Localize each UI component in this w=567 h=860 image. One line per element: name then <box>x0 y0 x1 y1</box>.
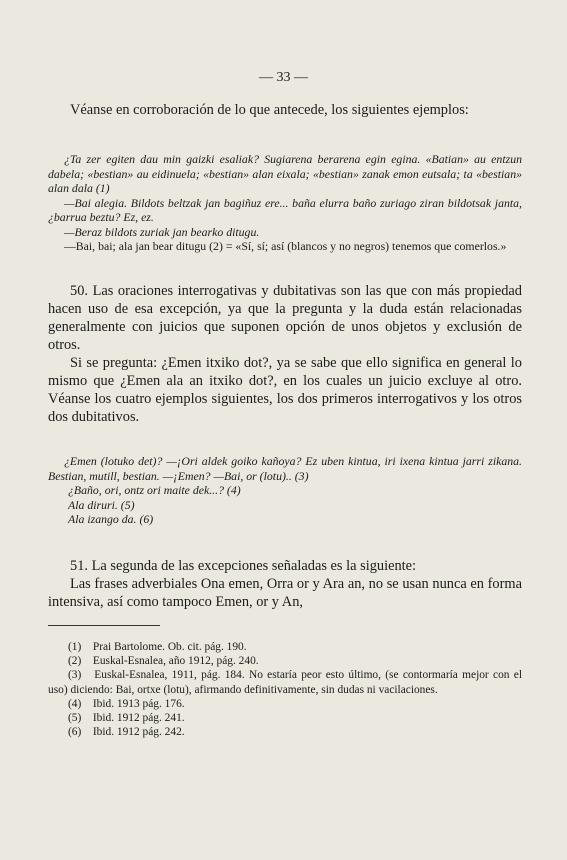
quote1-line: ¿Ta zer egiten dau min gaizki esaliak? Sugiarena berarena egin egina. «Batian» au entzun dabela; «bestian» au eidinuela; «bestian» alan eixala; «bestian» zanak emon eutsala; ta «bestian» alan dala (1) <box>48 152 522 195</box>
footnote: (4) Ibid. 1913 pág. 176. <box>68 697 185 710</box>
section-50 <box>48 282 522 426</box>
intro-paragraph: Véanse en corroboración de lo que antecede, los siguientes ejemplos: <box>70 102 469 118</box>
footnote: (5) Ibid. 1912 pág. 241. <box>68 712 185 725</box>
intro-block <box>48 101 522 119</box>
quote2-line: Ala diruri. (5) <box>68 497 135 512</box>
footnote: (6) Ibid. 1912 pág. 242. <box>68 726 185 739</box>
quote2-line: Ala izango da. (6) <box>68 512 154 526</box>
footnotes <box>48 640 522 739</box>
section-51 <box>48 557 522 611</box>
quote2-line: ¿Baño, ori, ontz ori maite dek...? (4) <box>68 483 241 497</box>
quote1-line: —Bai alegia. Bildots beltzak jan bagiñuz ere... baña elurra baño zuriago ziran bildotsak janta, ¿barrua beztu? Ez, ez. <box>48 195 522 224</box>
footnote: (1) Prai Bartolome. Ob. cit. pág. 190. <box>68 641 247 653</box>
quote1-line: —Bai, bai; ala jan bear ditugu (2) = «Sí, sí; así (blancos y no negros) tenemos que comerlos.» <box>64 239 507 253</box>
footnote: (3) Euskal-Esnalea, 1911, pág. 184. No estaría peor esto último, (se contormaría mejor con el uso) diciendo: Bai, ortxe (lotu), afirmando definitivamente, sin dudas ni vacilaciones. <box>48 669 522 696</box>
page-number: — 33 — <box>259 70 308 85</box>
section51-paragraph: 51. La segunda de las excepciones señaladas es la siguiente: <box>70 558 417 574</box>
quote1-line: —Beraz bildots zuriak jan bearko ditugu. <box>64 224 260 239</box>
section50-paragraph: 50. Las oraciones interrogativas y dubitativas son las que con más propiedad hacen uso de esa excepción, ya que la pregunta y la duda están relacionadas generalmente con juicios que suponen opción de unos objetos y exclusión de otros. <box>48 283 522 353</box>
quote-block-1 <box>48 152 522 254</box>
quote2-line: ¿Emen (lotuko det)? —¡Ori aldek goiko kañoya? Ez uben kintua, iri ixena kintua jarri zikana. Bestian, mutill, bestian. —¡Emen? —Bai, or (lotu).. (3) <box>48 454 522 483</box>
footnote-divider <box>48 625 160 626</box>
section51-paragraph: Las frases adverbiales Ona emen, Orra or y Ara an, no se usan nunca en forma intensiva, así como tampoco Emen, or y An, <box>48 576 522 610</box>
footnote: (2) Euskal-Esnalea, año 1912, pág. 240. <box>68 655 259 668</box>
section50-paragraph: Si se pregunta: ¿Emen itxiko dot?, ya se sabe que ello significa en general lo mismo que ¿Emen ala an itxiko dot?, en los cuales un juicio excluye al otro. Véanse los cuatro ejemplos siguientes, los dos primeros interrogativos y los otros dos dubitativos. <box>48 355 522 425</box>
quote-block-2 <box>48 454 522 527</box>
